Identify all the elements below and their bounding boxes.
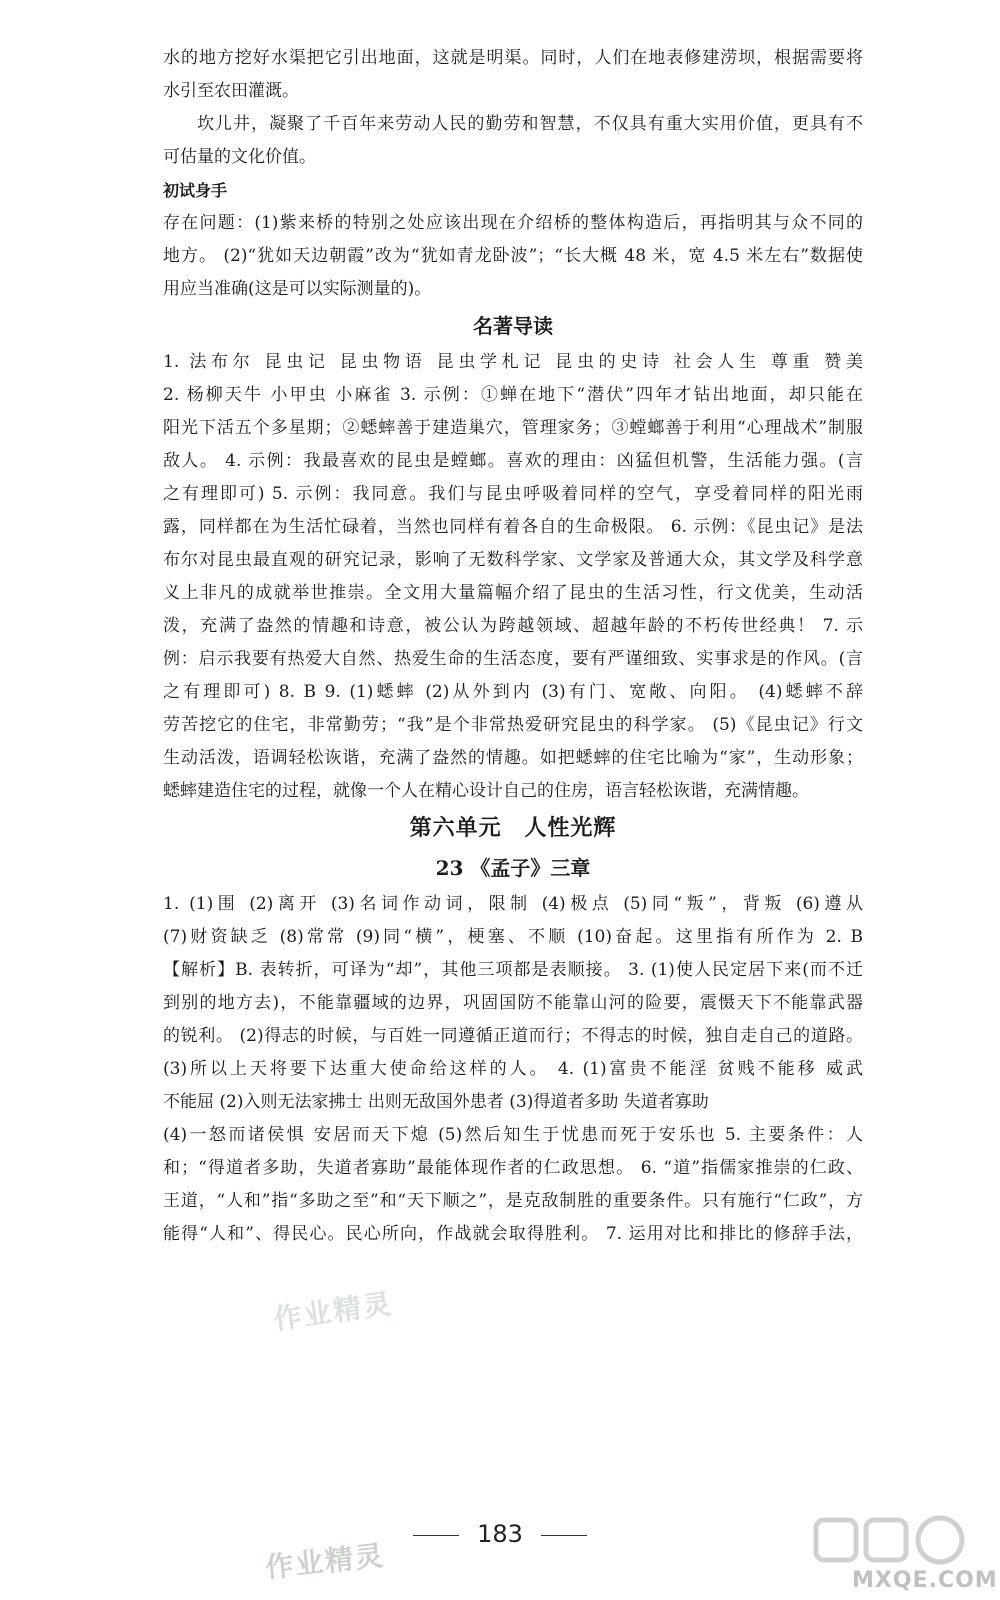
text-line: (3)所以上天将要下达重大使命给这样的人。 4. (1)富贵不能淫 贫贱不能移 威武 bbox=[163, 1059, 863, 1079]
page-number-dash bbox=[541, 1535, 587, 1536]
section-title-classic-reading: 名著导读 bbox=[473, 314, 553, 338]
text-line: 1. 法布尔 昆虫记 昆虫物语 昆虫学札记 昆虫的史诗 社会人生 尊重 赞美 bbox=[163, 352, 863, 372]
text-line: 布尔对昆虫最直观的研究记录，影响了无数科学家、文学家及普通大众，其文学及科学意 bbox=[163, 550, 863, 570]
page-content bbox=[163, 42, 863, 1251]
page-number-dash bbox=[413, 1535, 459, 1536]
text-line: 之有理即可) 8. B 9. (1)蟋蟀 (2)从外到内 (3)有门、宽敞、向阳。 (4)蟋蟀不辞 bbox=[163, 682, 863, 702]
text-line: 和；“得道者多助，失道者寡助”最能体现作者的仁政思想。 6. “道”指儒家推崇的仁政、 bbox=[163, 1158, 863, 1178]
text-line: 用应当准确(这是可以实际测量的)。 bbox=[163, 279, 432, 299]
text-line: 义上非凡的成就举世推崇。全文用大量篇幅介绍了昆虫的生活习性，行文优美，生动活 bbox=[163, 583, 863, 603]
watermark-site: MXQE.COM bbox=[852, 1568, 998, 1593]
text-line: 例：启示我要有热爱大自然、热爱生命的生活态度，要有严谨细致、实事求是的作风。(言 bbox=[163, 649, 863, 669]
text-line: 可估量的文化价值。 bbox=[163, 147, 316, 167]
page-number-text: 183 bbox=[477, 1520, 523, 1548]
text-line: 阳光下活五个多星期；②蟋蟀善于建造巢穴，管理家务；③螳螂善于利用“心理战术”制服 bbox=[163, 418, 863, 438]
text-line: 地方。 (2)“犹如天边朝霞”改为“犹如青龙卧波”；“长大概 48 米，宽 4.5 米左右”数据使 bbox=[163, 246, 863, 266]
text-line: 1. (1)围 (2)离开 (3)名词作动词，限制 (4)极点 (5)同“叛”，背叛 (6)遵从 bbox=[163, 894, 863, 914]
text-line: 蟋蟀建造住宅的过程，就像一个人在精心设计自己的住房，语言轻松诙谐，充满情趣。 bbox=[163, 781, 809, 801]
classic-reading-answers bbox=[163, 346, 863, 808]
text-line: 露，同样都在为生活忙碌着，当然也同样有着各自的生命极限。 6. 示例：《昆虫记》是法 bbox=[163, 517, 863, 537]
text-line: 存在问题：(1)紫来桥的特别之处应该出现在介绍桥的整体构造后，再指明其与众不同的 bbox=[163, 213, 863, 233]
lesson-answers bbox=[163, 888, 863, 1251]
text-line: 泼，充满了盎然的情趣和诗意，被公认为跨越领域、超越年龄的不朽传世经典！ 7. 示 bbox=[163, 616, 863, 636]
section-subhead-trial: 初试身手 bbox=[163, 181, 228, 200]
text-line: 敌人。 4. 示例：我最喜欢的昆虫是螳螂。喜欢的理由：凶猛但机警，生活能力强。(言 bbox=[163, 451, 863, 471]
text-line: 能得“人和”、得民心。民心所向，作战就会取得胜利。 7. 运用对比和排比的修辞手法， bbox=[163, 1224, 863, 1244]
text-line: 2. 杨柳天牛 小甲虫 小麻雀 3. 示例：①蝉在地下“潜伏”四年才钻出地面，却只能在 bbox=[163, 385, 863, 405]
text-line: 到别的地方去)，不能靠疆域的边界，巩固国防不能靠山河的险要，震慑天下不能靠武器 bbox=[163, 993, 863, 1013]
watermark-stamp: 作业精灵 bbox=[271, 1286, 395, 1337]
text-line: 的锐利。 (2)得志的时候，与百姓一同遵循正道而行；不得志的时候，独自走自己的道路。 bbox=[163, 1026, 863, 1046]
text-line: 生动活泼，语调轻松诙谐，充满了盎然的情趣。如把蟋蟀的住宅比喻为“家”，生动形象； bbox=[163, 748, 863, 768]
text-line: 【解析】B. 表转折，可译为“却”，其他三项都是表顺接。 3. (1)使人民定居下来(而不迁 bbox=[163, 960, 863, 980]
text-line: 水的地方挖好水渠把它引出地面，这就是明渠。同时，人们在地表修建涝坝，根据需要将 bbox=[163, 48, 863, 68]
text-line: (4)一怒而诸侯惧 安居而天下熄 (5)然后知生于忧患而死于安乐也 5. 主要条件：人 bbox=[163, 1125, 863, 1145]
text-line: (7)财资缺乏 (8)常常 (9)同“横”，梗塞、不顺 (10)奋起。这里指有所作为 2. B bbox=[163, 927, 863, 947]
text-line: 不能屈 (2)入则无法家拂士 出则无敌国外患者 (3)得道者多助 失道者寡助 bbox=[163, 1092, 709, 1112]
text-line: 水引至农田灌溉。 bbox=[163, 81, 299, 101]
text-line: 之有理即可) 5. 示例：我同意。我们与昆虫呼吸着同样的空气，享受着同样的阳光雨 bbox=[163, 484, 863, 504]
trial-answers bbox=[163, 207, 863, 306]
text-line: 坎儿井，凝聚了千百年来劳动人民的勤劳和智慧，不仅具有重大实用价值，更具有不 bbox=[197, 114, 863, 134]
text-line: 王道，“人和”指“多助之至”和“天下顺之”，是克敌制胜的重要条件。只有施行“仁政”，方 bbox=[163, 1191, 863, 1211]
watermark-stamp-bottom: 作业精灵 bbox=[263, 1538, 387, 1585]
intro-text-block bbox=[163, 42, 863, 174]
text-line: 劳苦挖它的住宅，非常勤劳；“我”是个非常热爱研究昆虫的科学家。 (5)《昆虫记》行文 bbox=[163, 715, 863, 735]
unit-title: 第六单元 人性光辉 bbox=[409, 815, 617, 841]
lesson-title: 23 《孟子》三章 bbox=[435, 856, 591, 880]
